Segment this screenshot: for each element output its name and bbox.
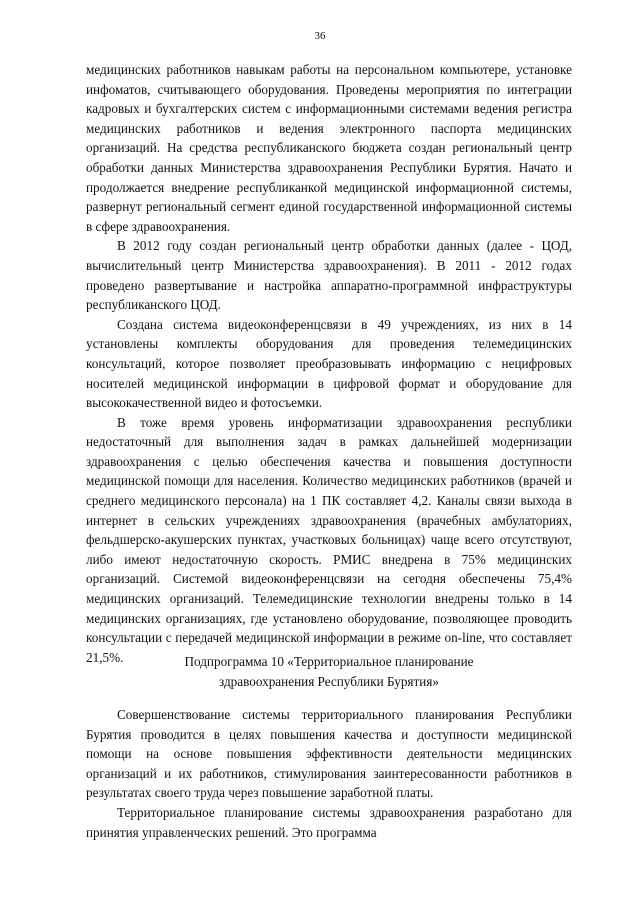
paragraph: В 2012 году создан региональный центр обработки данных (далее - ЦОД, вычислительный центр Министерства здравоохранения). В 2011 - 2012 годах проведено развертывание и настройка аппаратно-программной инфраструктуры республиканского ЦОД. [86, 238, 572, 313]
body-text-top [86, 60, 572, 667]
paragraph: Создана система видеоконференцсвязи в 49 учреждениях, из них в 14 установлены комплекты оборудования для проведения телемедицинских консультаций, которое позволяет преобразовывать информацию с нецифровых носителей медицинской информации в цифровой формат и оборудование для высококачественной видео и фотосъемки. [86, 316, 572, 411]
page-number: 36 [314, 30, 326, 42]
body-text-bottom [86, 705, 572, 842]
section-heading-line: здравоохранения Республики Бурятия» [219, 673, 439, 689]
section-heading [86, 652, 572, 691]
paragraph: медицинских работников навыкам работы на персональном компьютере, установке инфоматов, считывающего оборудования. Проведены мероприятия по интеграции кадровых и бухгалтерских систем с информационными системами ведения регистра медицинских работников и ведения электронного паспорта медицинских организаций. На средства республиканского бюджета создан региональный центр обработки данных Министерства здравоохранения Республики Бурятия. Начато и продолжается внедрение республиканкой медицинской информационной системы, развернут региональный сегмент единой государственной информационной системы в сфере здравоохранения. [86, 62, 572, 234]
paragraph: Совершенствование системы территориального планирования Республики Бурятия проводится в целях повышения качества и доступности медицинской помощи на основе повышения эффективности деятельности медицинских организаций и их работников, стимулирования заинтересованности работников в результатах своего труда через повышение заработной платы. [86, 707, 572, 801]
paragraph: Территориальное планирование системы здравоохранения разработано для принятия управленческих решений. Это программа [86, 804, 572, 840]
paragraph: В тоже время уровень информатизации здравоохранения республики недостаточный для выполнения задач в рамках дальнейшей модернизации здравоохранения с целью обеспечения качества и повышения доступности медицинской помощи для населения. Количество медицинских работников (врачей и среднего медицинского персонала) на 1 ПК составляет 4,2. Каналы связи выхода в интернет в сельских учреждениях здравоохранения (врачебных амбулаториях, фельдшерско-акушерских пунктах, участковых больницах) чаще всего отсутствуют, либо имеют недостаточную скорость. РМИС внедрена в 75% медицинских организаций. Системой видеоконференцсвязи на сегодня обеспечены 75,4% медицинских организаций. Телемедицинские технологии внедрены только в 14 медицинских организациях, где установлено оборудование, позволяющее проводить консультации с передачей медицинской информации в режиме on-line, что составляет 21,5%. [86, 414, 572, 665]
section-heading-line: Подпрограмма 10 «Территориальное планирование [184, 654, 474, 669]
